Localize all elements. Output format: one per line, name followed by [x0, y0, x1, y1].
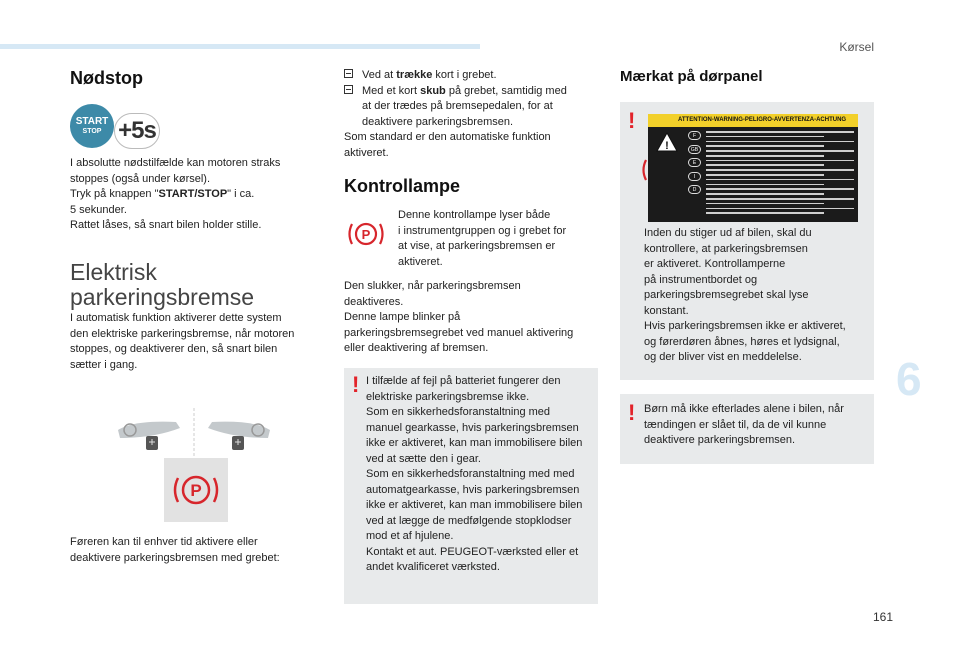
text-line: at vise, at parkeringsbremsen er — [398, 240, 556, 252]
text-line: aktiveret. — [398, 255, 443, 268]
svg-text:P: P — [361, 227, 371, 242]
bullet-marker-icon — [344, 84, 353, 100]
battery-warning-box — [344, 368, 598, 604]
text-line: Føreren kan til enhver tid aktivere eller — [70, 536, 258, 548]
start-label: START — [75, 115, 109, 127]
text-line: Som en sikkerhedsforanstaltning med med — [366, 468, 575, 480]
sticker-title: ATTENTION-WARNING-PELIGRO-AVVERTENZA-ACHTUNG — [648, 114, 858, 127]
bullet-marker-icon — [344, 68, 353, 84]
section-label: Kørsel — [839, 40, 874, 54]
text-line: deaktivere parkeringsbremsen. — [362, 115, 514, 128]
kontrollampe-icon-text — [398, 208, 598, 270]
warning-exclamation-icon: ! — [628, 108, 636, 133]
svg-text:P: P — [190, 481, 202, 500]
text-line: kontrollere, at parkeringsbremsen — [644, 242, 808, 255]
text-span: kort i grebet. — [432, 69, 497, 81]
text-span: " i ca. — [227, 188, 255, 200]
text-line: Denne lampe blinker på — [344, 311, 461, 323]
text-line: stoppes (også under kørsel). — [70, 172, 211, 185]
text-line: Denne kontrollampe lyser både — [398, 209, 551, 221]
kontrollampe-title: Kontrollampe — [344, 176, 461, 196]
text-line: på instrumentbordet og — [644, 273, 758, 286]
flag-badge: GB — [688, 145, 701, 154]
text-line: den elektriske parkeringsbremse, når motoren — [70, 327, 295, 340]
warning-exclamation-icon: ! — [628, 400, 636, 425]
text-line: elektriske parkeringsbremse ikke. — [366, 390, 530, 403]
text-bold: skub — [420, 84, 446, 97]
nodstop-title: Nødstop — [70, 68, 143, 88]
text-line: er aktiveret. Kontrollamperne — [644, 258, 786, 270]
text-bold: trække — [396, 69, 433, 81]
header-bar — [0, 44, 480, 49]
bullet-push — [344, 84, 604, 132]
text-line: 5 sekunder. — [70, 203, 127, 216]
text-line: Hvis parkeringsbremsen ikke er aktiveret, — [644, 320, 846, 332]
text-line: aktiveret. — [344, 146, 389, 159]
warning-triangle-icon — [656, 132, 678, 152]
text-line — [362, 84, 594, 100]
text-bold: START/STOP — [158, 188, 228, 200]
kontrollampe-text — [344, 279, 604, 357]
maerkat-title: Mærkat på dørpanel — [620, 68, 763, 85]
text-line: ikke er aktiveret, kan man immobilisere bilen — [366, 437, 583, 449]
warning-exclamation-icon: ! — [352, 372, 360, 397]
text-line: Rattet låses, så snart bilen holder stille. — [70, 219, 262, 231]
sticker-language-flags — [688, 131, 702, 199]
text-span: Tryk på knappen " — [70, 188, 159, 200]
text-line: I tilfælde af fejl på batteriet fungerer den — [366, 375, 561, 387]
parking-brake-switch-icon — [164, 458, 228, 522]
text-line: Børn må ikke efterlades alene i bilen, når — [644, 403, 844, 415]
text-line — [70, 187, 330, 203]
flag-badge: F — [688, 131, 701, 140]
text-span: Ved at — [362, 69, 397, 81]
chapter-number: 6 — [896, 353, 922, 405]
nodstop-text — [70, 156, 330, 234]
parking-brake-warning-icon — [346, 218, 386, 250]
text-line: ikke er aktiveret, kan man immobilisere bilen — [366, 499, 583, 511]
start-stop-button-icon — [70, 104, 114, 148]
text-line: parkeringsbremsegrebet ved manuel aktivering — [344, 326, 574, 339]
elektrisk-title — [70, 260, 254, 310]
text-line: ved at sætte den i gear. — [366, 452, 481, 465]
text-line: Som en sikkerhedsforanstaltning med — [366, 406, 551, 418]
text-line: I absolutte nødstilfælde kan motoren straks — [70, 157, 281, 169]
parking-brake-lever-illustration — [114, 408, 274, 458]
sticker-text-lines — [706, 131, 854, 217]
parking-brake-icon — [164, 458, 228, 522]
text-span: på grebet, samtidig med — [445, 84, 567, 97]
text-line: i instrumentgruppen og i grebet for — [398, 224, 567, 237]
children-warning-text — [644, 402, 872, 449]
driver-text — [70, 535, 330, 566]
elektrisk-text — [70, 311, 330, 373]
bullet-text — [362, 84, 594, 131]
text-line: ved at lægge de medfølgende stopklodser — [366, 514, 572, 527]
text-line: deaktivere parkeringsbremsen med grebet: — [70, 551, 280, 564]
text-line: og førerdøren åbnes, høres et lydsignal, — [644, 335, 840, 348]
text-line: Inden du stiger ud af bilen, skal du — [644, 227, 812, 239]
text-line: at der trædes på bremsepedalen, for at — [362, 100, 553, 112]
flag-badge: E — [688, 158, 701, 167]
page-number: 161 — [873, 610, 894, 624]
text-line: konstant. — [644, 304, 689, 317]
text-line: sætter i gang. — [70, 358, 138, 371]
children-warning-box — [620, 394, 874, 464]
text-line: mod et af hjulene. — [366, 530, 454, 542]
text-line: andet kvalificeret værksted. — [366, 561, 500, 573]
plus-5-seconds-icon: +5s — [114, 113, 160, 149]
battery-warning-text — [366, 374, 596, 576]
bullet-text — [362, 68, 594, 84]
text-line: deaktiveres. — [344, 295, 404, 308]
text-line: Den slukker, når parkeringsbremsen — [344, 280, 521, 292]
standard-text — [344, 130, 604, 161]
door-sticker-image — [648, 114, 858, 222]
maerkat-text — [644, 226, 872, 366]
flag-badge: I — [688, 172, 701, 181]
stop-label: STOP — [82, 127, 102, 135]
bullet-pull — [344, 68, 604, 84]
text-line: I automatisk funktion aktiverer dette system — [70, 312, 282, 324]
text-line: deaktivere parkeringsbremsen. — [644, 434, 796, 446]
text-line: parkeringsbremsegrebet skal lyse — [644, 289, 809, 301]
text-line: manuel gearkasse, hvis parkeringsbremsen — [366, 421, 579, 434]
text-line: Som standard er den automatiske funktion — [344, 131, 551, 143]
text-span: Med et kort — [362, 84, 421, 97]
text-line: og der bliver vist en meddelelse. — [644, 351, 802, 363]
title-line: parkeringsbremse — [70, 284, 255, 310]
text-line: tændingen er slået til, da de vil kunne — [644, 418, 827, 431]
title-line: Elektrisk — [70, 259, 157, 285]
text-line: stoppes, og deaktiverer den, så snart bilen — [70, 343, 278, 355]
text-line: eller deaktivering af bremsen. — [344, 342, 489, 354]
text-line: automatgearkasse, hvis parkeringsbremsen — [366, 483, 580, 496]
flag-badge: D — [688, 185, 701, 194]
svg-text:!: ! — [665, 140, 669, 152]
text-line: Kontakt et aut. PEUGEOT-værksted eller et — [366, 545, 579, 558]
